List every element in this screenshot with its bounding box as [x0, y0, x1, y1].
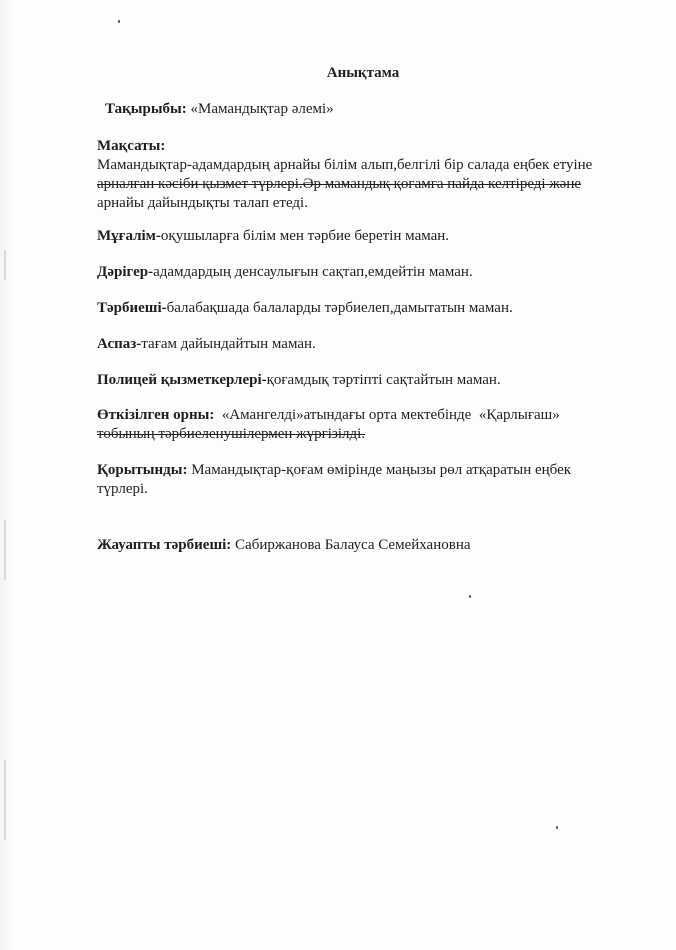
- definition-text: балабақшада балаларды тәрбиелеп,дамытатын маман.: [166, 300, 513, 316]
- conclusion-label: Қорытынды:: [97, 462, 188, 478]
- definition-term: Полицей қызметкерлері-: [97, 372, 267, 388]
- conclusion-section: [97, 461, 597, 499]
- scan-speck: [118, 20, 120, 23]
- definition-teacher: [97, 227, 597, 246]
- definition-cook: [97, 335, 597, 354]
- topic-value: «Мамандықтар әлемі»: [186, 101, 334, 117]
- venue-line-1: «Амангелді»атындағы орта мектебінде «Қарлығаш»: [214, 407, 560, 423]
- definition-doctor: [97, 263, 597, 282]
- definition-text: тағам дайындайтын маман.: [141, 336, 316, 352]
- scan-edge-shadow: [0, 0, 14, 950]
- scan-mark: [4, 520, 6, 580]
- definition-text: оқушыларға білім мен тәрбие беретін маман.: [160, 228, 450, 244]
- document-title: Анықтама: [326, 65, 400, 81]
- venue-line-2: тобының тәрбиеленушілермен жүргізілді.: [97, 426, 366, 442]
- definition-text: адамдардың денсаулығын сақтап,емдейтін маман.: [153, 264, 473, 280]
- definition-term: Тәрбиеші-: [97, 300, 167, 316]
- scan-mark: [4, 760, 6, 840]
- goal-line-3: арнайы дайындықты талап етеді.: [97, 195, 308, 211]
- topic-line: [105, 100, 605, 119]
- definition-term: Аспаз-: [97, 336, 142, 352]
- goal-line-1: Мамандықтар-адамдардың арнайы білім алып,белгілі бір салада еңбек етуіне: [97, 157, 593, 173]
- definition-text: қоғамдық тәртіпті сақтайтын маман.: [266, 372, 501, 388]
- responsible-line: [97, 536, 597, 555]
- conclusion-line-1: Мамандықтар-қоғам өмірінде маңызы рөл атқаратын еңбек: [187, 462, 572, 478]
- goal-section: [97, 137, 597, 213]
- definition-term: Дәрігер-: [97, 264, 154, 280]
- scan-speck: [556, 826, 558, 829]
- scan-speck: [469, 595, 471, 598]
- responsible-label: Жауапты тәрбиеші:: [97, 537, 232, 553]
- definition-police: [97, 371, 597, 390]
- scan-mark: [4, 250, 6, 280]
- goal-label: Мақсаты:: [97, 138, 166, 154]
- responsible-name: Сабиржанова Балауса Семейхановна: [231, 537, 471, 553]
- goal-line-2: арналған кәсіби қызмет түрлері.Әр мамандық қоғамға пайда келтіреді және: [97, 176, 582, 192]
- conclusion-line-2: түрлері.: [97, 481, 148, 497]
- definition-educator: [97, 299, 597, 318]
- definition-term: Мұғалім-: [97, 228, 161, 244]
- venue-label: Өткізілген орны:: [97, 407, 215, 423]
- venue-section: [97, 406, 597, 444]
- topic-label: Тақырыбы:: [105, 101, 187, 117]
